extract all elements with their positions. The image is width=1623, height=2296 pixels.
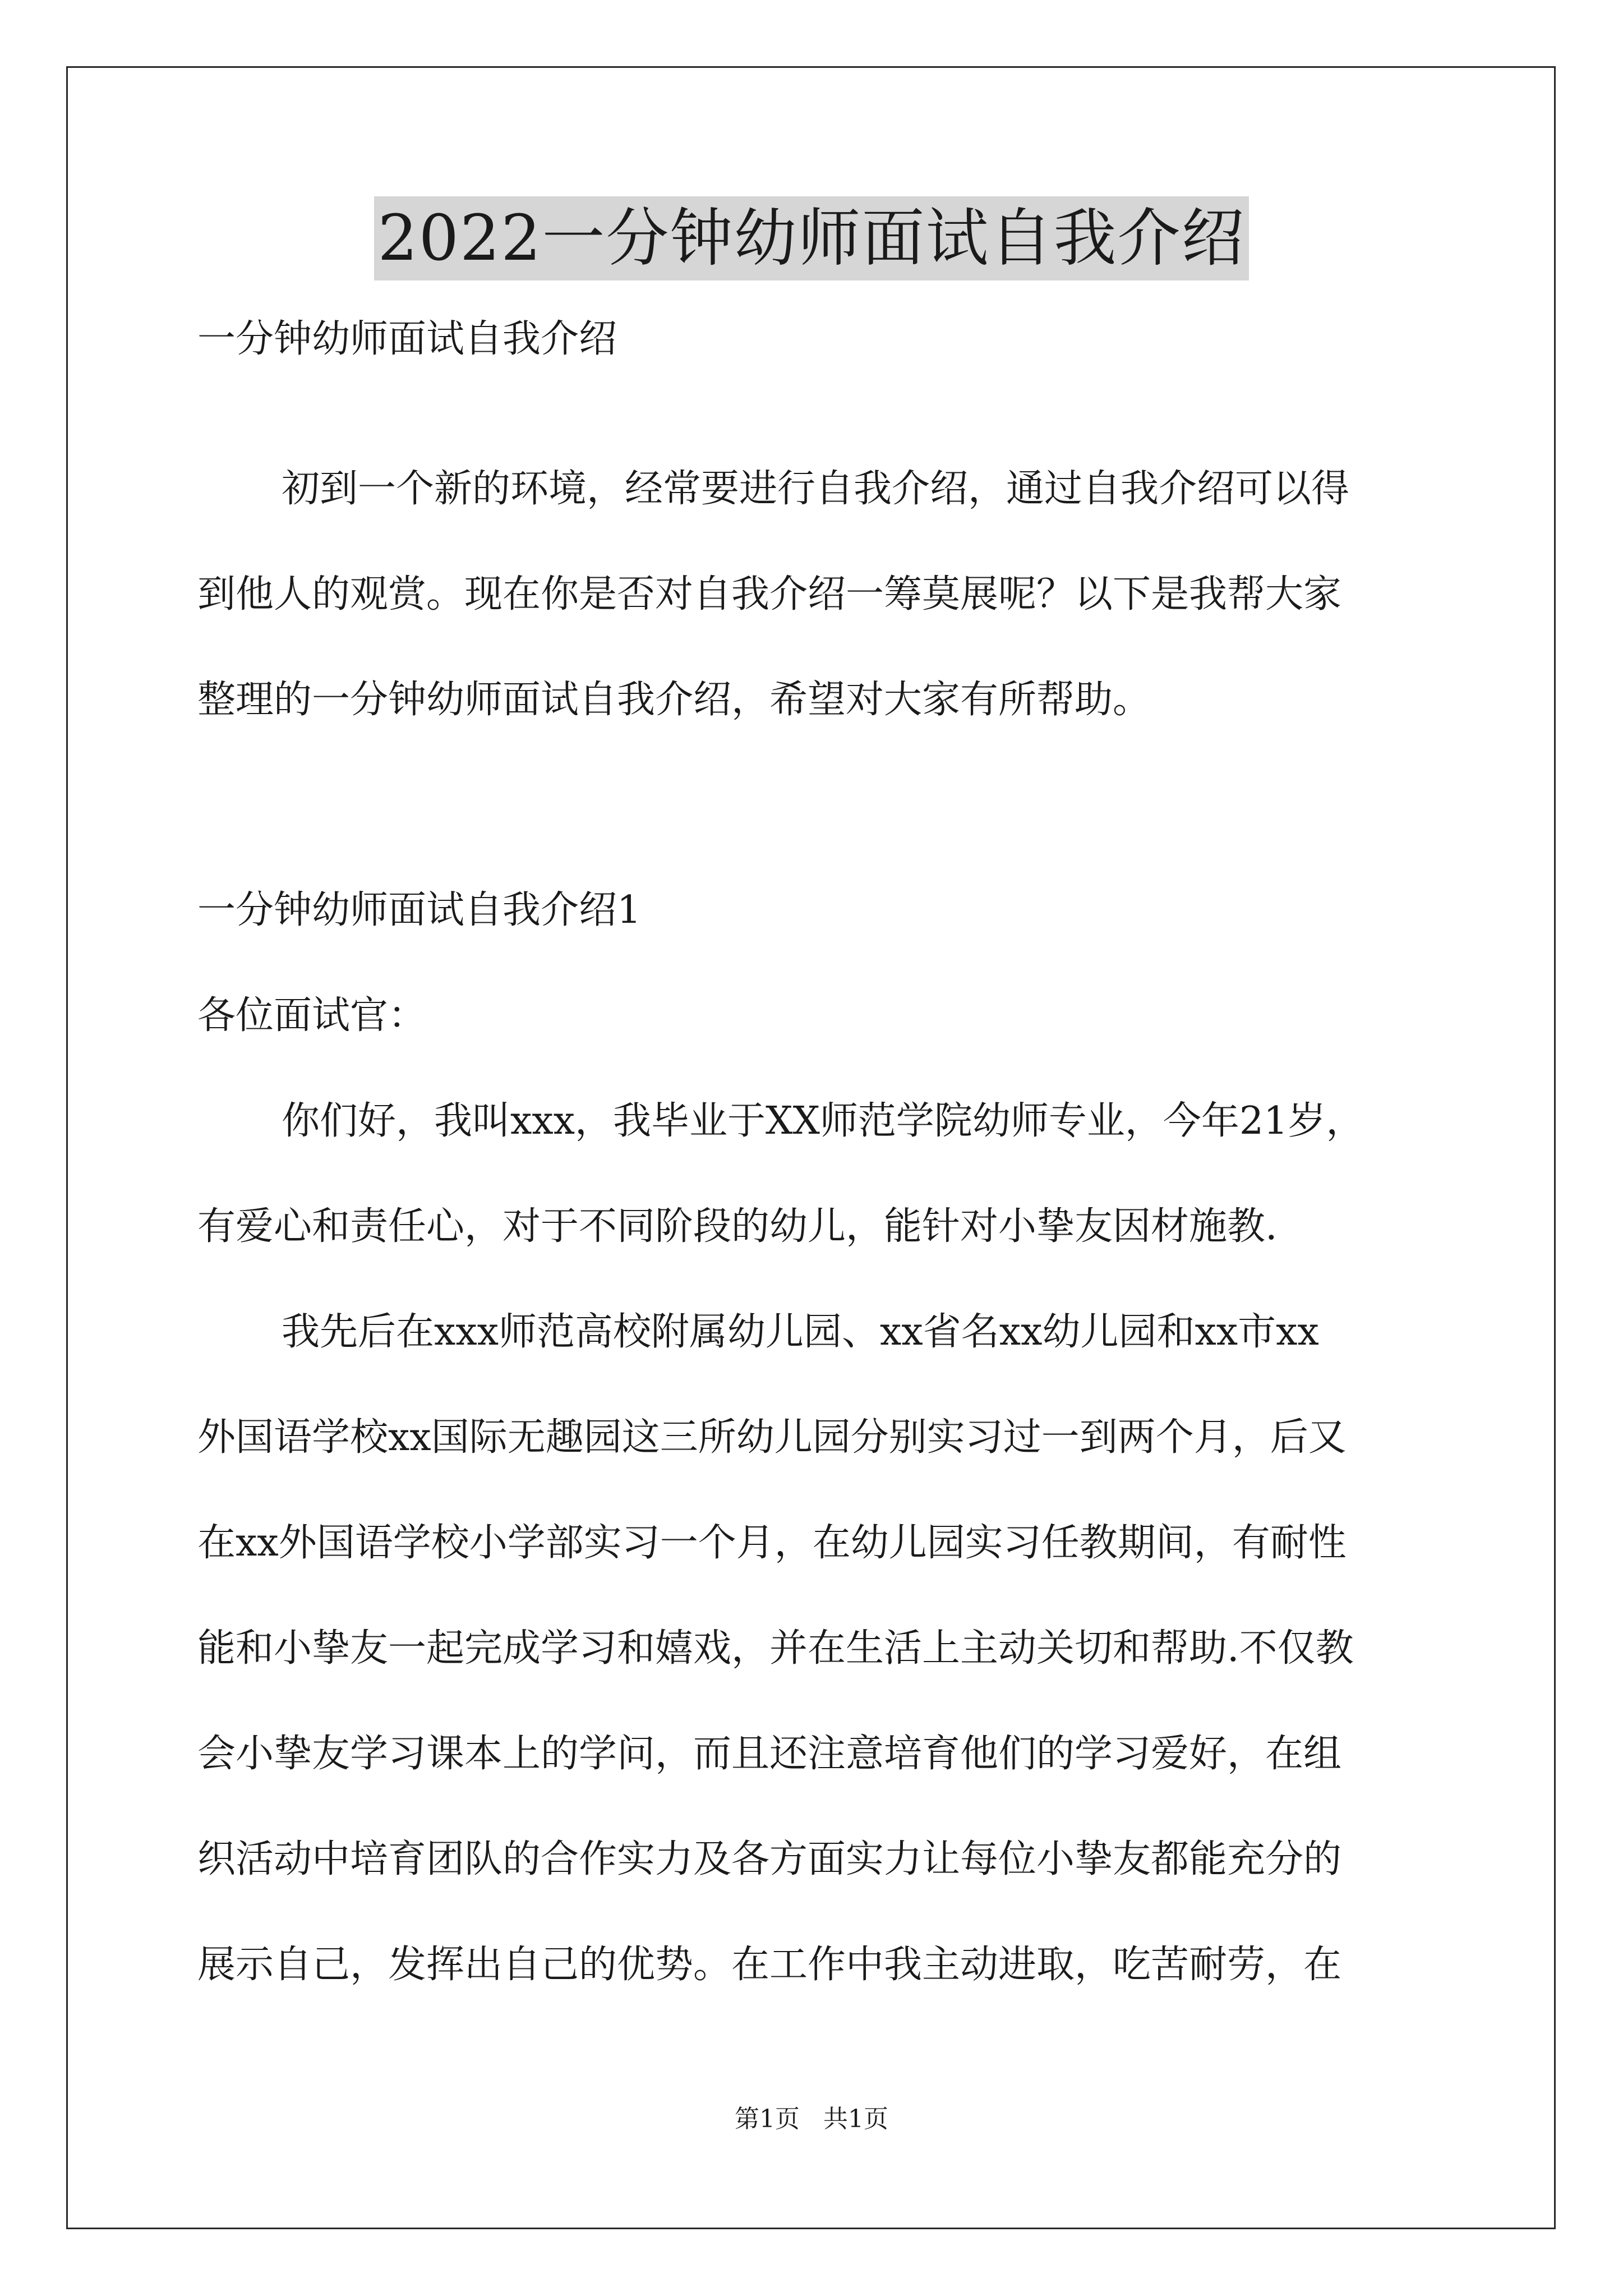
page-number: 第1页	[735, 2105, 800, 2133]
body-line: 你们好，我叫xxx，我毕业于XX师范学院幼师专业，今年21岁，	[282, 1099, 1364, 1143]
body-line: 初到一个新的环境，经常要进行自我介绍，通过自我介绍可以得	[282, 467, 1350, 511]
title-container	[0, 196, 1623, 280]
body-line: 能和小挚友一起完成学习和嬉戏，并在生活上主动关切和帮助.不仅教	[197, 1626, 1354, 1671]
document-title: 2022一分钟幼师面试自我介绍	[374, 196, 1248, 280]
body-line: 整理的一分钟幼师面试自我介绍，希望对大家有所帮助。	[197, 678, 1151, 722]
body-line: 有爱心和责任心，对于不同阶段的幼儿，能针对小挚友因材施教.	[197, 1204, 1278, 1249]
page-footer	[0, 2102, 1623, 2136]
body-line: 会小挚友学习课本上的学问，而且还注意培育他们的学习爱好，在组	[197, 1732, 1342, 1776]
body-line: 展示自己，发挥出自己的优势。在工作中我主动进取，吃苦耐劳，在	[197, 1943, 1342, 1987]
body-line: 外国语学校xx国际无趣园这三所幼儿园分别实习过一到两个月，后又	[197, 1415, 1347, 1460]
body-line: 在xx外国语学校小学部实习一个月，在幼儿园实习任教期间，有耐性	[197, 1521, 1347, 1565]
section-heading: 一分钟幼师面试自我介绍	[197, 317, 617, 361]
page-total: 共1页	[823, 2105, 888, 2133]
salutation: 各位面试官：	[197, 993, 427, 1038]
page-border	[66, 66, 1556, 2229]
body-line: 织活动中培育团队的合作实力及各方面实力让每位小挚友都能充分的	[197, 1837, 1342, 1881]
body-line: 到他人的观赏。现在你是否对自我介绍一筹莫展呢？以下是我帮大家	[197, 572, 1342, 616]
section-heading: 一分钟幼师面试自我介绍1	[197, 888, 642, 932]
body-line: 我先后在xxx师范高校附属幼儿园、xx省名xx幼儿园和xx市xx	[282, 1310, 1319, 1354]
